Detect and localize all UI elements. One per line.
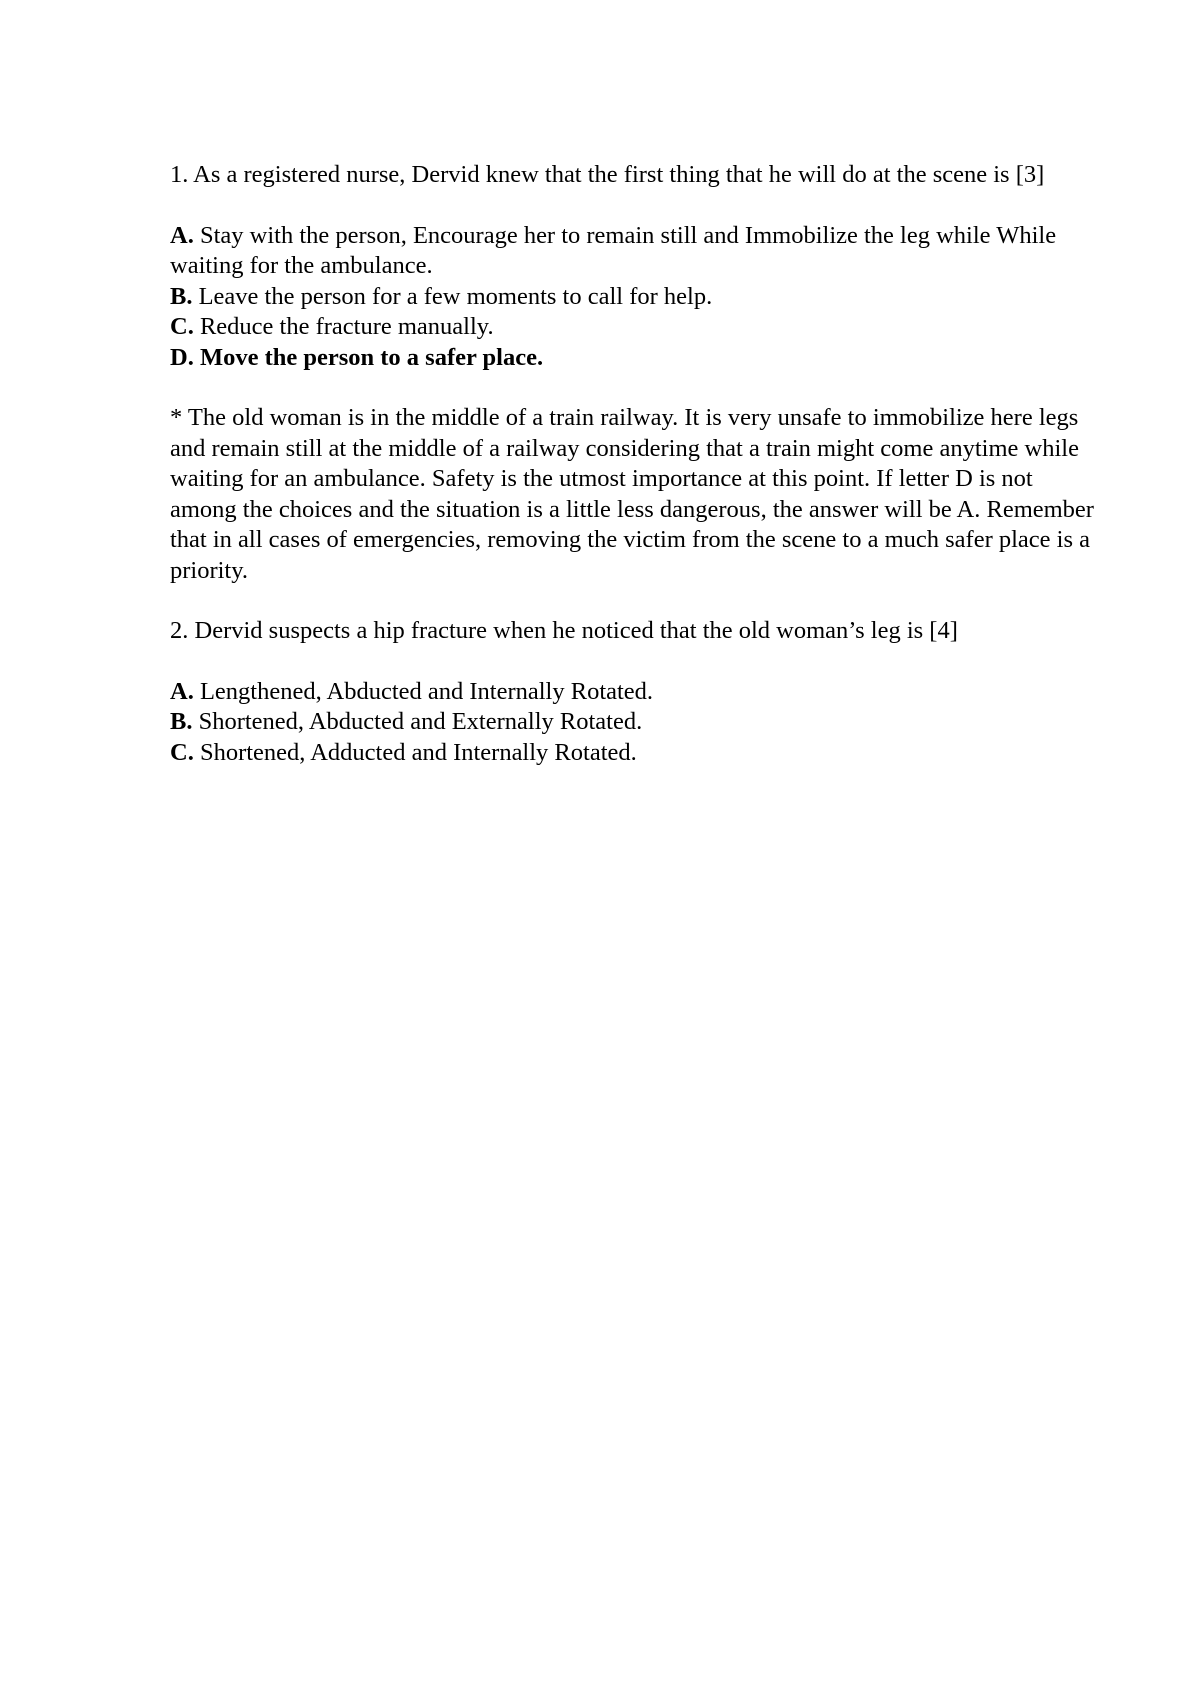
option-text: Lengthened, Abducted and Internally Rotated.	[199, 677, 654, 705]
question-1-option-a	[170, 221, 1100, 282]
question-1-prompt: 1. As a registered nurse, Dervid knew that the first thing that he will do at the scene is [3]	[170, 161, 1045, 188]
option-text: Leave the person for a few moments to call for help.	[198, 282, 713, 310]
question-2-option-c	[170, 738, 1100, 769]
question-1-option-c	[170, 312, 1100, 343]
question-1-option-d-correct	[170, 343, 1100, 374]
option-letter: B.	[170, 708, 193, 735]
option-letter: C.	[170, 313, 194, 340]
option-letter: A.	[170, 221, 194, 249]
option-text: Shortened, Abducted and Externally Rotated.	[198, 708, 643, 735]
option-text: Reduce the fracture manually.	[199, 313, 494, 340]
option-letter: D.	[170, 343, 194, 371]
option-text: Move the person to a safer place.	[199, 343, 544, 371]
question-1-explanation: * The old woman is in the middle of a train railway. It is very unsafe to immobilize here legs and remain still at the middle of a railway considering that a train might come anytime while waiting for an ambulance. Safety is the utmost importance at this point. If letter D is not among the choices and the situation is a little less dangerous, the answer will be A. Remember that in all cases of emergencies, removing the victim from the scene to a much safer place is a priority.	[170, 404, 1094, 584]
option-letter: A.	[170, 677, 194, 705]
option-letter: C.	[170, 738, 194, 766]
question-2-option-a	[170, 677, 1100, 708]
question-1-options	[170, 221, 1100, 374]
question-2-options	[170, 677, 1100, 769]
document-page	[170, 160, 1100, 798]
option-text: Stay with the person, Encourage her to remain still and Immobilize the leg while While waiting for the ambulance.	[170, 221, 1057, 279]
question-2-option-b	[170, 707, 1100, 738]
option-text: Shortened, Adducted and Internally Rotated.	[199, 738, 637, 766]
question-1-option-b	[170, 282, 1100, 313]
question-2-prompt: 2. Dervid suspects a hip fracture when he noticed that the old woman’s leg is [4]	[170, 617, 958, 644]
option-letter: B.	[170, 282, 193, 310]
